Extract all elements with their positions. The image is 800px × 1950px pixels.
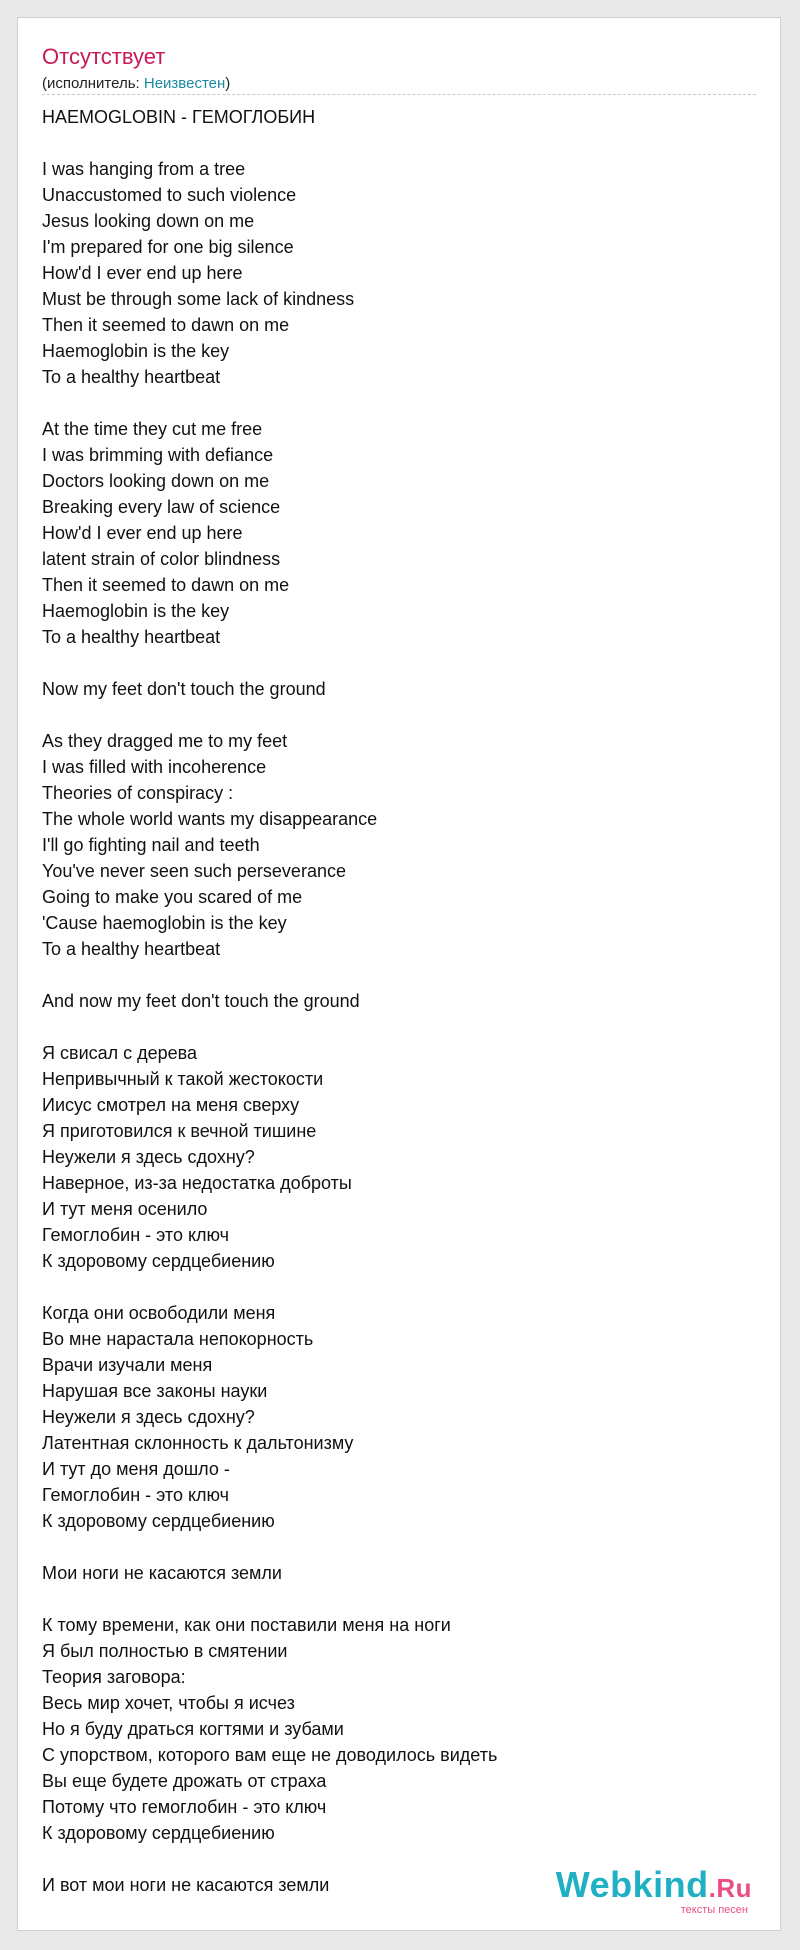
lyrics-blank-line — [42, 390, 497, 416]
logo-tagline: тексты песен — [680, 1904, 748, 1916]
site-logo[interactable] — [556, 1866, 752, 1916]
lyrics-line: To a healthy heartbeat — [42, 939, 221, 959]
lyrics-line: К тому времени, как они поставили меня на ноги — [42, 1615, 451, 1635]
artist-suffix: ) — [225, 75, 231, 92]
lyrics-line: Я был полностью в смятении — [42, 1641, 288, 1661]
lyrics-line: Going to make you scared of me — [42, 887, 303, 907]
lyrics-line: HAEMOGLOBIN - ГЕМОГЛОБИН — [42, 107, 316, 127]
lyrics-line: Must be through some lack of kindness — [42, 289, 355, 309]
lyrics-line: latent strain of color blindness — [42, 549, 281, 569]
lyrics-line: Мои ноги не касаются земли — [42, 1563, 282, 1583]
lyrics-blank-line — [42, 702, 497, 728]
lyrics-line: I'm prepared for one big silence — [42, 237, 294, 257]
lyrics-line: Вы еще будете дрожать от страха — [42, 1771, 327, 1791]
lyrics-line: Гемоглобин - это ключ — [42, 1225, 230, 1245]
lyrics-line: Я приготовился к вечной тишине — [42, 1121, 317, 1141]
lyrics-blank-line — [42, 130, 497, 156]
lyrics-line: Во мне нарастала непокорность — [42, 1329, 314, 1349]
lyrics-line: И тут меня осенило — [42, 1199, 208, 1219]
lyrics-line: И вот мои ноги не касаются земли — [42, 1875, 330, 1895]
lyrics-line: As they dragged me to my feet — [42, 731, 288, 751]
lyrics-line: Непривычный к такой жестокости — [42, 1069, 324, 1089]
lyrics-line: Наверное, из-за недостатка доброты — [42, 1173, 352, 1193]
lyrics-blank-line — [42, 1846, 497, 1872]
artist-prefix: (исполнитель: — [42, 75, 144, 92]
lyrics-line: Я свисал с дерева — [42, 1043, 198, 1063]
lyrics-line: Неужели я здесь сдохну? — [42, 1407, 255, 1427]
lyrics-line: Гемоглобин - это ключ — [42, 1485, 230, 1505]
song-title: Отсутствует — [42, 44, 166, 69]
lyrics-blank-line — [42, 650, 497, 676]
artist-line — [42, 75, 230, 92]
lyrics-line: К здоровому сердцебиению — [42, 1251, 275, 1271]
lyrics-line: Unaccustomed to such violence — [42, 185, 297, 205]
lyrics-line: Doctors looking down on me — [42, 471, 270, 491]
lyrics-line: Иисус смотрел на меня сверху — [42, 1095, 300, 1115]
lyrics-line: Латентная склонность к дальтонизму — [42, 1433, 354, 1453]
lyrics-blank-line — [42, 1014, 497, 1040]
lyrics-blank-line — [42, 1274, 497, 1300]
lyrics-line: 'Cause haemoglobin is the key — [42, 913, 287, 933]
lyrics-line: Then it seemed to dawn on me — [42, 315, 290, 335]
lyrics-line: К здоровому сердцебиению — [42, 1823, 275, 1843]
lyrics-line: Jesus looking down on me — [42, 211, 255, 231]
lyrics-line: Breaking every law of science — [42, 497, 281, 517]
logo-web-text: Webkind — [555, 1864, 709, 1905]
lyrics-blank-line — [42, 962, 497, 988]
title-divider — [42, 94, 756, 95]
lyrics-blank-line — [42, 1534, 497, 1560]
lyrics-line: Нарушая все законы науки — [42, 1381, 268, 1401]
lyrics-line: I'll go fighting nail and teeth — [42, 835, 260, 855]
logo-ru-text: .Ru — [708, 1873, 752, 1903]
lyrics-blank-line — [42, 1586, 497, 1612]
lyrics-line: Now my feet don't touch the ground — [42, 679, 326, 699]
lyrics-line: Потому что гемоглобин - это ключ — [42, 1797, 327, 1817]
lyrics-line: Then it seemed to dawn on me — [42, 575, 290, 595]
lyrics-line: At the time they cut me free — [42, 419, 263, 439]
lyrics-line: Theories of conspiracy : — [42, 783, 234, 803]
lyrics-line: I was hanging from a tree — [42, 159, 246, 179]
lyrics-line: Теория заговора: — [42, 1667, 186, 1687]
lyrics-line: Врачи изучали меня — [42, 1355, 213, 1375]
lyrics-line: You've never seen such perseverance — [42, 861, 346, 881]
lyrics-line: To a healthy heartbeat — [42, 367, 221, 387]
lyrics-line: To a healthy heartbeat — [42, 627, 221, 647]
lyrics-line: Неужели я здесь сдохну? — [42, 1147, 255, 1167]
lyrics-line: I was brimming with defiance — [42, 445, 274, 465]
artist-link[interactable]: Неизвестен — [143, 75, 226, 92]
lyrics-body — [42, 104, 497, 1898]
lyrics-line: Но я буду драться когтями и зубами — [42, 1719, 344, 1739]
lyrics-line: The whole world wants my disappearance — [42, 809, 378, 829]
lyrics-card — [17, 17, 781, 1931]
lyrics-line: И тут до меня дошло - — [42, 1459, 230, 1479]
lyrics-line: I was filled with incoherence — [42, 757, 267, 777]
lyrics-line: Haemoglobin is the key — [42, 601, 230, 621]
lyrics-line: К здоровому сердцебиению — [42, 1511, 275, 1531]
lyrics-line: С упорством, которого вам еще не доводилось видеть — [42, 1745, 498, 1765]
lyrics-line: Весь мир хочет, чтобы я исчез — [42, 1693, 295, 1713]
lyrics-line: And now my feet don't touch the ground — [42, 991, 360, 1011]
lyrics-line: Когда они освободили меня — [42, 1303, 276, 1323]
lyrics-line: How'd I ever end up here — [42, 523, 243, 543]
lyrics-line: How'd I ever end up here — [42, 263, 243, 283]
lyrics-line: Haemoglobin is the key — [42, 341, 230, 361]
